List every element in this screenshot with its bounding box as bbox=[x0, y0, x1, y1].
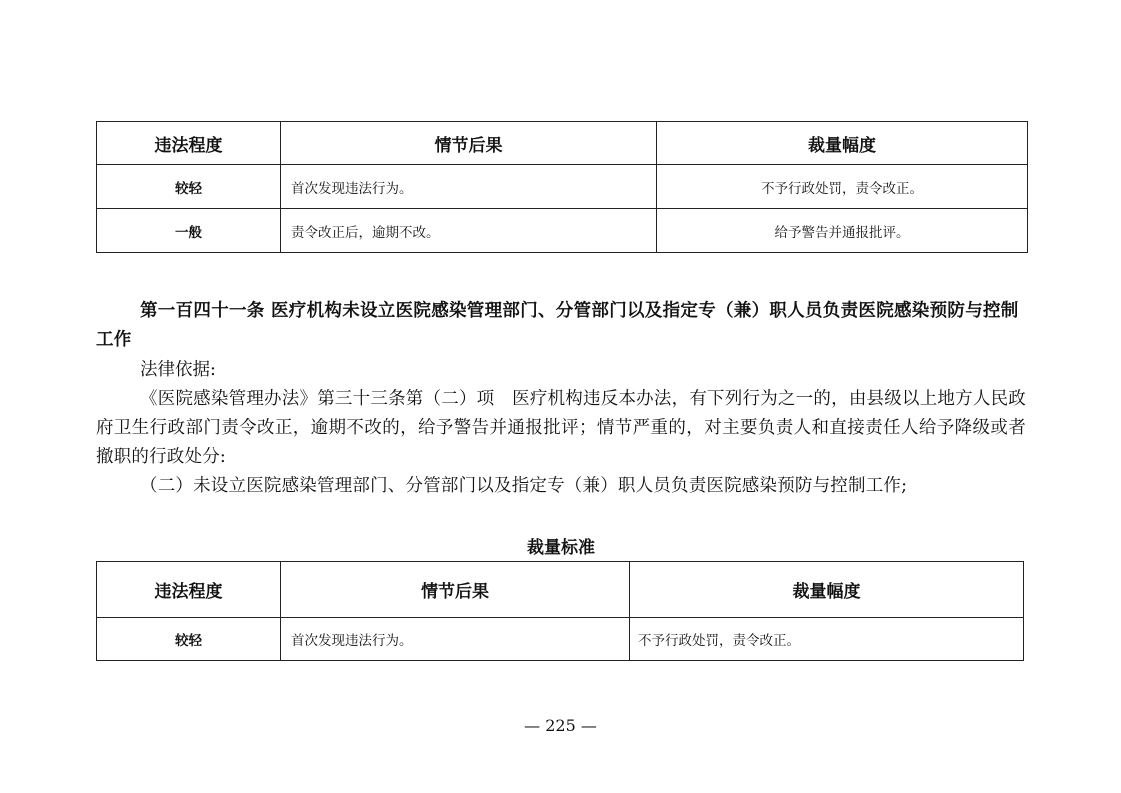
cell-circumstance: 首次发现违法行为。 bbox=[281, 165, 657, 209]
cell-level: 较轻 bbox=[97, 618, 281, 661]
cell-level: 较轻 bbox=[97, 165, 281, 209]
cell-penalty: 给予警告并通报批评。 bbox=[657, 209, 1028, 253]
table-header-row bbox=[97, 562, 1024, 618]
cell-circumstance: 首次发现违法行为。 bbox=[281, 618, 630, 661]
header-violation-level: 违法程度 bbox=[97, 122, 281, 165]
table-row bbox=[97, 618, 1024, 661]
article-heading: 第一百四十一条 医疗机构未设立医院感染管理部门、分管部门以及指定专（兼）职人员负责医院感染预防与控制工作 bbox=[96, 301, 1019, 350]
header-penalty-range: 裁量幅度 bbox=[657, 122, 1028, 165]
cell-penalty: 不予行政处罚，责令改正。 bbox=[657, 165, 1028, 209]
header-circumstance: 情节后果 bbox=[281, 122, 657, 165]
header-violation-level: 违法程度 bbox=[97, 562, 281, 618]
table-row bbox=[97, 209, 1028, 253]
discretion-table-bottom bbox=[96, 561, 1024, 661]
page-number: — 225 — bbox=[524, 716, 597, 735]
legal-basis-item: （二）未设立医院感染管理部门、分管部门以及指定专（兼）职人员负责医院感染预防与控制工作; bbox=[140, 476, 908, 496]
legal-basis-text: 《医院感染管理办法》第三十三条第（二）项 医疗机构违反本办法，有下列行为之一的，由县级以上地方人民政府卫生行政部门责令改正，逾期不改的，给予警告并通报批评；情节严重的，对主要负责人和直接责任人给予降级或者撤职的行政处分: bbox=[96, 389, 1026, 467]
cell-level: 一般 bbox=[97, 209, 281, 253]
legal-basis-label: 法律依据: bbox=[140, 360, 216, 380]
header-penalty-range: 裁量幅度 bbox=[630, 562, 1024, 618]
header-circumstance: 情节后果 bbox=[281, 562, 630, 618]
standard-title: 裁量标准 bbox=[527, 538, 595, 558]
discretion-table-top bbox=[96, 121, 1028, 253]
cell-penalty: 不予行政处罚，责令改正。 bbox=[630, 618, 1024, 661]
table-header-row bbox=[97, 122, 1028, 165]
cell-circumstance: 责令改正后，逾期不改。 bbox=[281, 209, 657, 253]
table-row bbox=[97, 165, 1028, 209]
